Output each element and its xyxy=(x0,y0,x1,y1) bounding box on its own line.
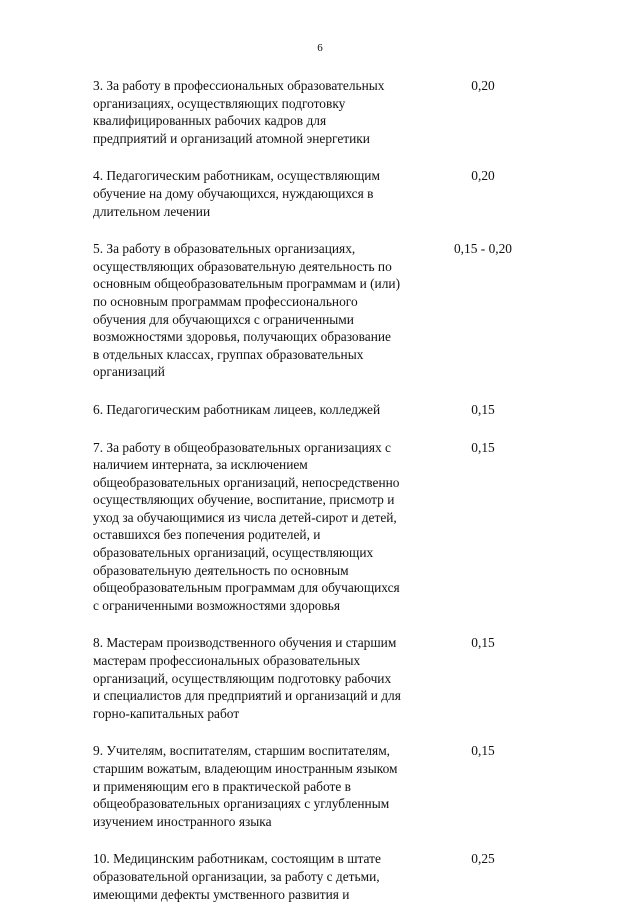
text-line: 5. За работу в образовательных организациях, xyxy=(93,241,356,257)
text-line: 10. Медицинским работникам, состоящим в штате xyxy=(93,851,381,867)
text-line: оставшихся без попечения родителей, и xyxy=(93,527,321,543)
text-line: длительном лечении xyxy=(93,203,211,219)
text-line: уход за обучающимися из числа детей-сирот и детей, xyxy=(93,509,397,525)
text-line: и специалистов для предприятий и организаций и для xyxy=(93,688,401,704)
text-line: с ограниченными возможностями здоровья xyxy=(93,597,341,613)
text-line: осуществляющих обучение, воспитание, присмотр и xyxy=(93,492,395,508)
text-line: предприятий и организаций атомной энергетики xyxy=(93,130,370,146)
text-line: 3. За работу в профессиональных образовательных xyxy=(93,78,385,93)
row-coefficient: 0,15 xyxy=(471,743,495,759)
row-coefficient: 0,15 xyxy=(471,401,495,417)
row-description xyxy=(93,439,433,615)
text-line: организаций, осуществляющим подготовку рабочих xyxy=(93,670,392,686)
text-line: 4. Педагогическим работникам, осуществляющим xyxy=(93,168,380,184)
text-line: старшим вожатым, владеющим иностранным языком xyxy=(93,761,398,776)
row-coefficient: 0,25 xyxy=(471,851,495,867)
row-description xyxy=(93,401,433,419)
text-line: общеобразовательным программам для обучающихся xyxy=(93,580,400,596)
text-line: имеющими дефекты умственного развития и xyxy=(93,886,350,902)
text-line: образовательную деятельность по основным xyxy=(93,562,349,578)
row-description xyxy=(93,742,433,830)
table-row xyxy=(93,240,533,381)
text-line: организациях, осуществляющих подготовку xyxy=(93,95,346,111)
text-line: обучения для обучающихся с ограниченными xyxy=(93,311,354,327)
table-row xyxy=(93,167,533,220)
table-row xyxy=(93,634,533,722)
text-line: наличием интерната, за исключением xyxy=(93,457,308,473)
row-description xyxy=(93,634,433,722)
text-line: 8. Мастерам производственного обучения и старшим xyxy=(93,635,397,651)
text-line: изучением иностранного языка xyxy=(93,813,272,829)
text-line: образовательной организации, за работу с детьми, xyxy=(93,868,380,884)
row-description xyxy=(93,850,433,903)
text-line: квалифицированных рабочих кадров для xyxy=(93,113,327,129)
text-line: и применяющим его в практической работе в xyxy=(93,778,351,794)
row-description xyxy=(93,167,433,220)
text-line: по основным программам профессионального xyxy=(93,293,358,309)
table-row xyxy=(93,401,533,419)
text-line: осуществляющих образовательную деятельность по xyxy=(93,258,392,274)
text-line: возможностями здоровья, получающих образование xyxy=(93,329,391,345)
text-line: обучение на дому обучающихся, нуждающихся в xyxy=(93,185,374,201)
text-line: в отдельных классах, группах образовательных xyxy=(93,346,364,362)
row-coefficient: 0,15 xyxy=(471,439,495,455)
row-description xyxy=(93,77,433,147)
row-coefficient: 0,20 xyxy=(471,168,495,184)
text-line: образовательных организаций, осуществляющих xyxy=(93,545,374,561)
table-row xyxy=(93,742,533,830)
text-line: общеобразовательных организациях с углубленным xyxy=(93,796,390,812)
row-description xyxy=(93,240,433,381)
text-line: 7. За работу в общеобразовательных организациях с xyxy=(93,439,391,455)
table-row xyxy=(93,850,533,903)
page-number: 6 xyxy=(317,42,323,54)
row-coefficient: 0,15 xyxy=(471,635,495,651)
text-line: 9. Учителям, воспитателям, старшим воспитателям, xyxy=(93,743,391,759)
allowance-table xyxy=(93,77,533,923)
text-line: общеобразовательных организаций, непосредственно xyxy=(93,474,400,490)
text-line: мастерам профессиональных образовательных xyxy=(93,653,361,669)
text-line: 6. Педагогическим работникам лицеев, колледжей xyxy=(93,401,381,417)
table-row xyxy=(93,439,533,615)
text-line: горно-капитальных работ xyxy=(93,705,240,721)
table-row xyxy=(93,77,533,147)
row-coefficient: 0,15 - 0,20 xyxy=(453,241,513,257)
text-line: основным общеобразовательным программам и (или) xyxy=(93,276,401,292)
row-coefficient: 0,20 xyxy=(471,78,495,93)
text-line: организаций xyxy=(93,364,165,380)
